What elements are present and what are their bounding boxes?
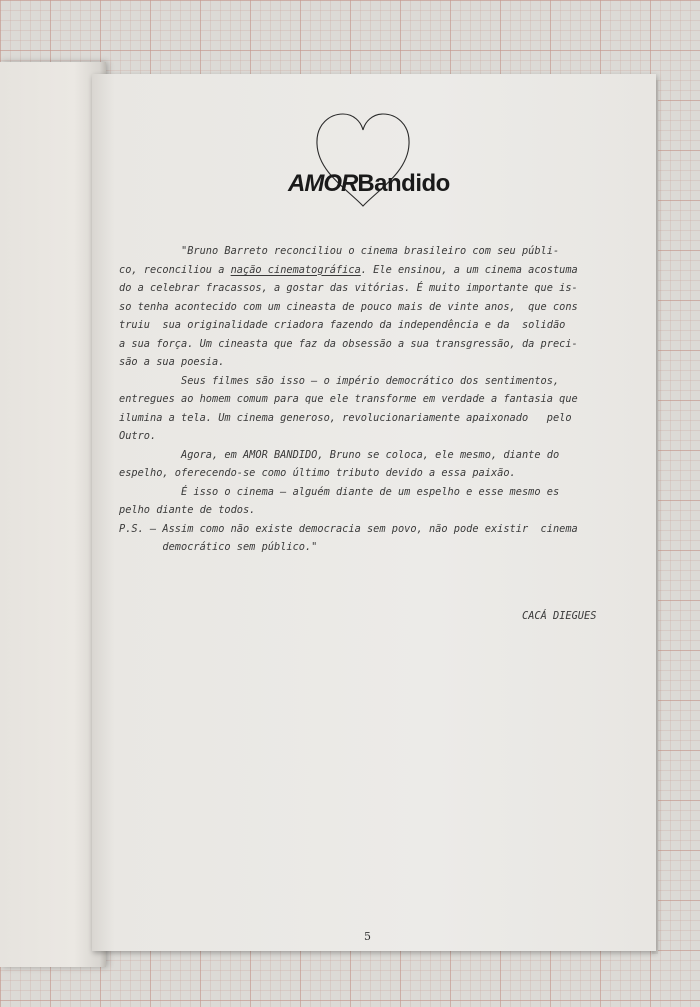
text-line: pelho diante de todos. (119, 504, 256, 516)
text-fragment: co, reconciliou a (119, 263, 231, 276)
text-line: do a celebrar fracassos, a gostar das vitórias. É muito importante que is- (119, 282, 578, 294)
page-number: 5 (364, 930, 371, 943)
text-line: entregues ao homem comum para que ele transforme em verdade a fantasia que (119, 393, 578, 405)
text-line: democrático sem público." (119, 541, 318, 553)
text-line: a sua força. Um cineasta que faz da obsessão a sua transgressão, da preci- (119, 337, 578, 350)
text-line: espelho, oferecendo-se como último tributo devido a essa paixão. (119, 467, 516, 479)
logo-bandido: Bandido (357, 170, 450, 197)
author-signature: CACÁ DIEGUES (522, 610, 597, 622)
text-line: Agora, em AMOR BANDIDO, Bruno se coloca, ele mesmo, diante do (119, 448, 560, 461)
text-line: P.S. — Assim como não existe democracia sem povo, não pode existir cinema (119, 522, 578, 535)
text-fragment: . Ele ensinou, a um cinema acostuma (360, 263, 578, 276)
text-line: so tenha acontecido com um cineasta de pouco mais de vinte anos, que cons (119, 300, 578, 313)
quote-text (119, 242, 629, 557)
text-line: truiu sua originalidade criadora fazendo da independência e da solidão (119, 319, 566, 331)
logo-amor: AMOR (288, 170, 358, 197)
text-line: Outro. (119, 430, 157, 442)
left-page (0, 62, 106, 967)
text-line: Seus filmes são isso — o império democrático dos sentimentos, (119, 374, 560, 387)
document-page (92, 74, 656, 951)
text-line: são a sua poesia. (119, 356, 225, 368)
text-line: É isso o cinema — alguém diante de um espelho e esse mesmo es (119, 485, 560, 498)
text-line (119, 261, 629, 280)
text-line: ilumina a tela. Um cinema generoso, revolucionariamente apaixonado pelo (119, 411, 572, 424)
title-logo (288, 170, 450, 198)
text-line: "Bruno Barreto reconciliou o cinema brasileiro com seu públi- (119, 245, 560, 257)
underlined-phrase: nação cinematográfica (230, 263, 361, 276)
